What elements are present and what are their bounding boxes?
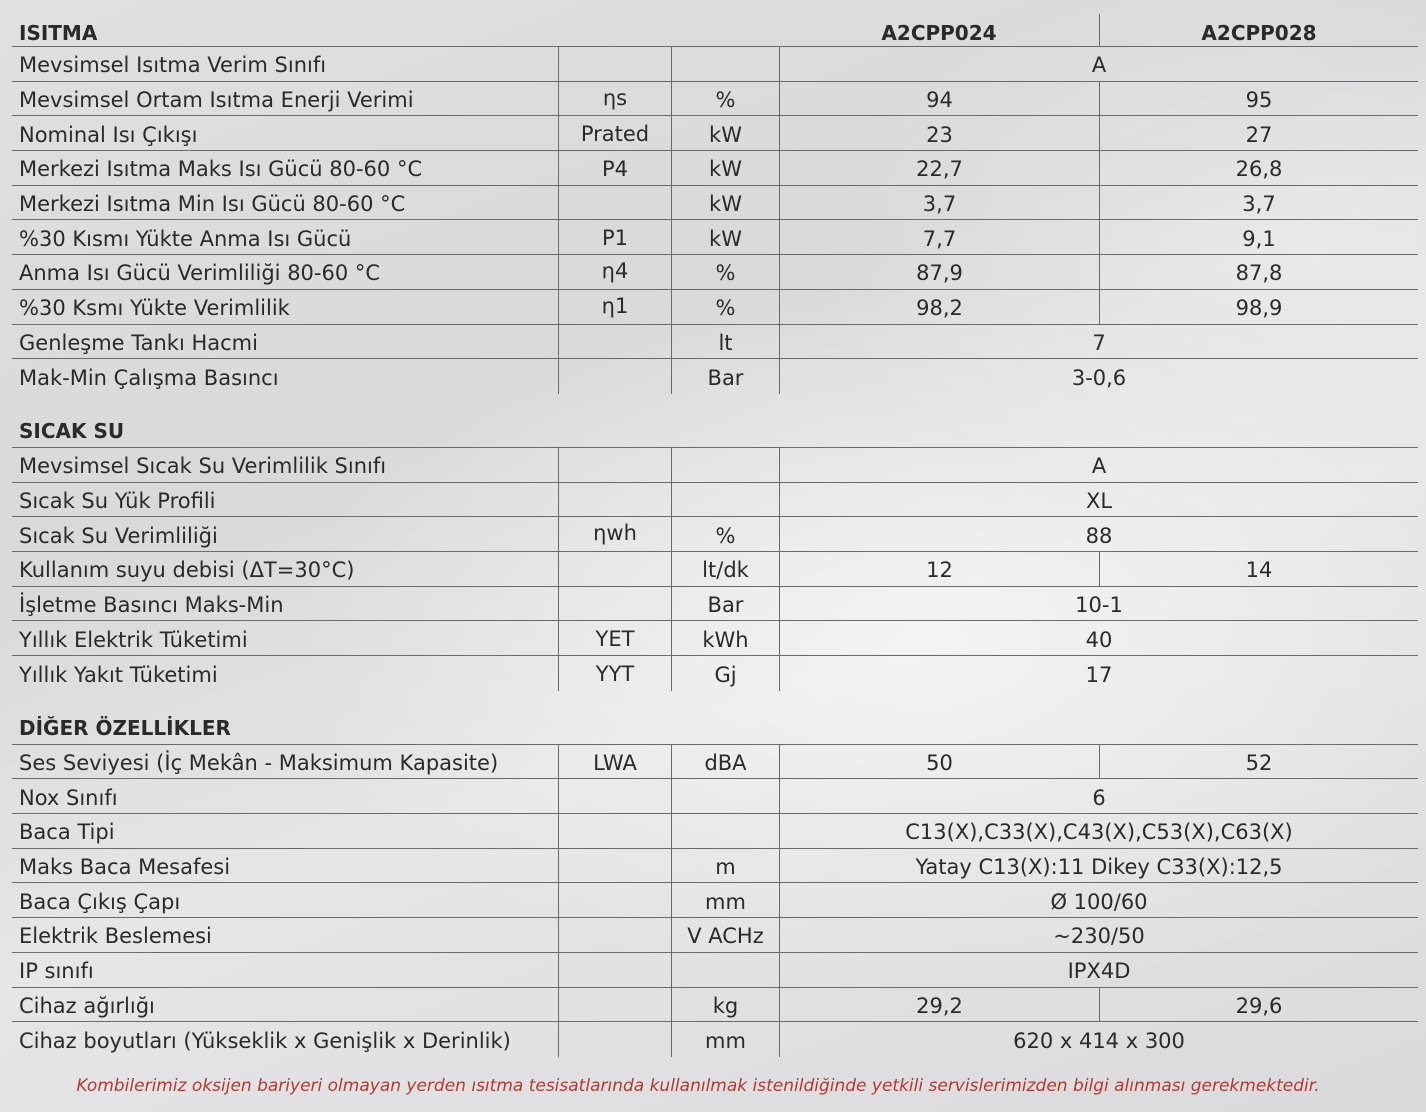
spec-value-model-2: 52 (1099, 745, 1418, 779)
spec-name: Yıllık Yakıt Tüketimi (19, 662, 218, 687)
spec-symbol (558, 849, 671, 883)
spec-value-model-2: 87,8 (1099, 255, 1418, 289)
spec-symbol (558, 359, 671, 394)
table-row (12, 1022, 1418, 1057)
spec-symbol: η4 (558, 255, 671, 289)
spec-name: %30 Kısmı Yükte Anma Isı Gücü (19, 226, 352, 251)
table-row (12, 953, 1418, 988)
table-row (12, 918, 1418, 953)
table-row (12, 151, 1418, 186)
spec-name: Baca Çıkış Çapı (19, 889, 181, 914)
spec-name: Maks Baca Mesafesi (19, 855, 231, 880)
spec-value-shared: A (779, 448, 1418, 482)
spec-value-shared: 620 x 414 x 300 (779, 1022, 1418, 1057)
spec-value-shared: Ø 100/60 (779, 883, 1418, 917)
spec-symbol (558, 918, 671, 952)
spec-value-model-1: 3,7 (779, 186, 1099, 220)
table-header (12, 14, 1418, 47)
spec-value-shared: IPX4D (779, 953, 1418, 987)
spec-symbol (558, 325, 671, 359)
spec-value-model-1: 23 (779, 116, 1099, 150)
spec-name: Ses Seviyesi (İç Mekân - Maksimum Kapasite) (19, 751, 499, 776)
spec-unit: % (671, 255, 779, 289)
spec-name: İşletme Basıncı Maks-Min (19, 592, 284, 617)
spec-value-shared: 3-0,6 (779, 359, 1418, 394)
table-row (12, 587, 1418, 622)
spec-value-model-1: 87,9 (779, 255, 1099, 289)
spec-value-shared: Yatay C13(X):11 Dikey C33(X):12,5 (779, 849, 1418, 883)
spec-unit (671, 779, 779, 813)
spec-unit: kWh (671, 621, 779, 655)
section-spacer (12, 691, 1418, 709)
spec-unit: mm (671, 883, 779, 917)
spec-name: Nominal Isı Çıkışı (19, 122, 198, 147)
table-row (12, 255, 1418, 290)
spec-value-shared: 7 (779, 325, 1418, 359)
spec-symbol (558, 953, 671, 987)
spec-value-shared: C13(X),C33(X),C43(X),C53(X),C63(X) (779, 814, 1418, 848)
table-row (12, 186, 1418, 221)
spec-name: Baca Tipi (19, 820, 115, 845)
spec-name: Nox Sınıfı (19, 785, 118, 810)
section-spacer (12, 394, 1418, 412)
spec-name: Cihaz ağırlığı (19, 993, 155, 1018)
spec-symbol (558, 988, 671, 1022)
spec-unit: kW (671, 186, 779, 220)
spec-value-model-2: 27 (1099, 116, 1418, 150)
spec-unit (671, 483, 779, 517)
table-row (12, 988, 1418, 1023)
spec-unit: lt (671, 325, 779, 359)
spec-symbol (558, 883, 671, 917)
spec-value-shared: 40 (779, 621, 1418, 655)
spec-symbol: P4 (558, 151, 671, 185)
spec-symbol (558, 814, 671, 848)
table-row (12, 483, 1418, 518)
spec-unit: kW (671, 220, 779, 254)
spec-name: %30 Ksmı Yükte Verimlilik (19, 296, 290, 321)
spec-symbol (558, 552, 671, 586)
spec-name: Sıcak Su Yük Profili (19, 488, 216, 513)
spec-name: IP sınıfı (19, 959, 94, 984)
spec-name: Genleşme Tankı Hacmi (19, 330, 258, 355)
spec-name: Mevsimsel Ortam Isıtma Enerji Verimi (19, 88, 414, 113)
spec-symbol (558, 186, 671, 220)
spec-symbol (558, 483, 671, 517)
table-row (12, 517, 1418, 552)
spec-unit: Bar (671, 587, 779, 621)
spec-table (12, 14, 1418, 1057)
spec-symbol: η1 (558, 290, 671, 324)
spec-symbol: P1 (558, 220, 671, 254)
spec-unit: kg (671, 988, 779, 1022)
spec-unit: mm (671, 1022, 779, 1057)
spec-unit (671, 814, 779, 848)
spec-symbol (558, 779, 671, 813)
spec-symbol (558, 47, 671, 81)
table-row (12, 290, 1418, 325)
spec-value-model-2: 14 (1099, 552, 1418, 586)
spec-unit: V ACHz (671, 918, 779, 952)
model-header-1: A2CPP024 (881, 21, 997, 45)
footnote: Kombilerimiz oksijen bariyeri olmayan yerden ısıtma tesisatlarında kullanılmak istenildiğinde yetkili servislerimizden bilgi alınması gerekmektedir. (76, 1076, 1320, 1096)
spec-symbol: Prated (558, 116, 671, 150)
spec-value-model-2: 26,8 (1099, 151, 1418, 185)
spec-value-shared: A (779, 47, 1418, 81)
spec-unit: kW (671, 116, 779, 150)
spec-unit: % (671, 517, 779, 551)
section-title: SICAK SU (12, 412, 1418, 448)
spec-unit (671, 448, 779, 482)
spec-value-shared: 17 (779, 656, 1418, 691)
spec-name: Merkezi Isıtma Maks Isı Gücü 80-60 °C (19, 157, 423, 182)
spec-value-model-2: 3,7 (1099, 186, 1418, 220)
table-row (12, 448, 1418, 483)
spec-value-model-2: 9,1 (1099, 220, 1418, 254)
table-row (12, 325, 1418, 360)
table-row (12, 814, 1418, 849)
spec-name: Mevsimsel Isıtma Verim Sınıfı (19, 53, 327, 78)
spec-value-model-1: 98,2 (779, 290, 1099, 324)
spec-unit: m (671, 849, 779, 883)
spec-name: Anma Isı Gücü Verimliliği 80-60 °C (19, 261, 381, 286)
spec-name: Mak-Min Çalışma Basıncı (19, 366, 279, 391)
section-title-heating: ISITMA (19, 21, 98, 45)
spec-value-model-1: 22,7 (779, 151, 1099, 185)
spec-unit: dBA (671, 745, 779, 779)
spec-value-shared: 88 (779, 517, 1418, 551)
table-row (12, 116, 1418, 151)
spec-name: Mevsimsel Sıcak Su Verimlilik Sınıfı (19, 454, 387, 479)
section-title: DİĞER ÖZELLİKLER (12, 709, 1418, 745)
spec-value-model-1: 50 (779, 745, 1099, 779)
table-row (12, 82, 1418, 117)
table-row (12, 779, 1418, 814)
spec-unit: % (671, 82, 779, 116)
spec-unit: kW (671, 151, 779, 185)
spec-value-shared: ~230/50 (779, 918, 1418, 952)
spec-value-model-1: 7,7 (779, 220, 1099, 254)
spec-name: Elektrik Beslemesi (19, 924, 212, 949)
spec-symbol (558, 448, 671, 482)
table-row (12, 47, 1418, 82)
spec-unit (671, 953, 779, 987)
spec-value-model-2: 29,6 (1099, 988, 1418, 1022)
table-row (12, 552, 1418, 587)
spec-value-model-1: 12 (779, 552, 1099, 586)
spec-value-shared: 6 (779, 779, 1418, 813)
spec-rows (12, 47, 1418, 1057)
spec-name: Cihaz boyutları (Yükseklik x Genişlik x Derinlik) (19, 1029, 511, 1054)
table-row (12, 220, 1418, 255)
spec-value-model-2: 98,9 (1099, 290, 1418, 324)
spec-symbol: LWA (558, 745, 671, 779)
spec-unit: % (671, 290, 779, 324)
spec-symbol: ηwh (558, 517, 671, 551)
spec-value-shared: 10-1 (779, 587, 1418, 621)
spec-symbol: ηs (558, 82, 671, 116)
spec-name: Sıcak Su Verimliliği (19, 523, 218, 548)
spec-value-shared: XL (779, 483, 1418, 517)
table-row (12, 745, 1418, 780)
table-row (12, 359, 1418, 394)
spec-symbol: YYT (558, 656, 671, 691)
table-row (12, 656, 1418, 691)
spec-symbol (558, 1022, 671, 1057)
spec-unit (671, 47, 779, 81)
table-row (12, 883, 1418, 918)
spec-symbol: YET (558, 621, 671, 655)
spec-unit: Gj (671, 656, 779, 691)
spec-unit: Bar (671, 359, 779, 394)
spec-symbol (558, 587, 671, 621)
table-row (12, 849, 1418, 884)
spec-value-model-2: 95 (1099, 82, 1418, 116)
spec-name: Yıllık Elektrik Tüketimi (19, 627, 248, 652)
model-header-2: A2CPP028 (1099, 14, 1418, 46)
spec-unit: lt/dk (671, 552, 779, 586)
spec-name: Merkezi Isıtma Min Isı Gücü 80-60 °C (19, 192, 406, 217)
table-row (12, 621, 1418, 656)
spec-name: Kullanım suyu debisi (ΔT=30°C) (19, 558, 355, 583)
spec-value-model-1: 94 (779, 82, 1099, 116)
spec-value-model-1: 29,2 (779, 988, 1099, 1022)
